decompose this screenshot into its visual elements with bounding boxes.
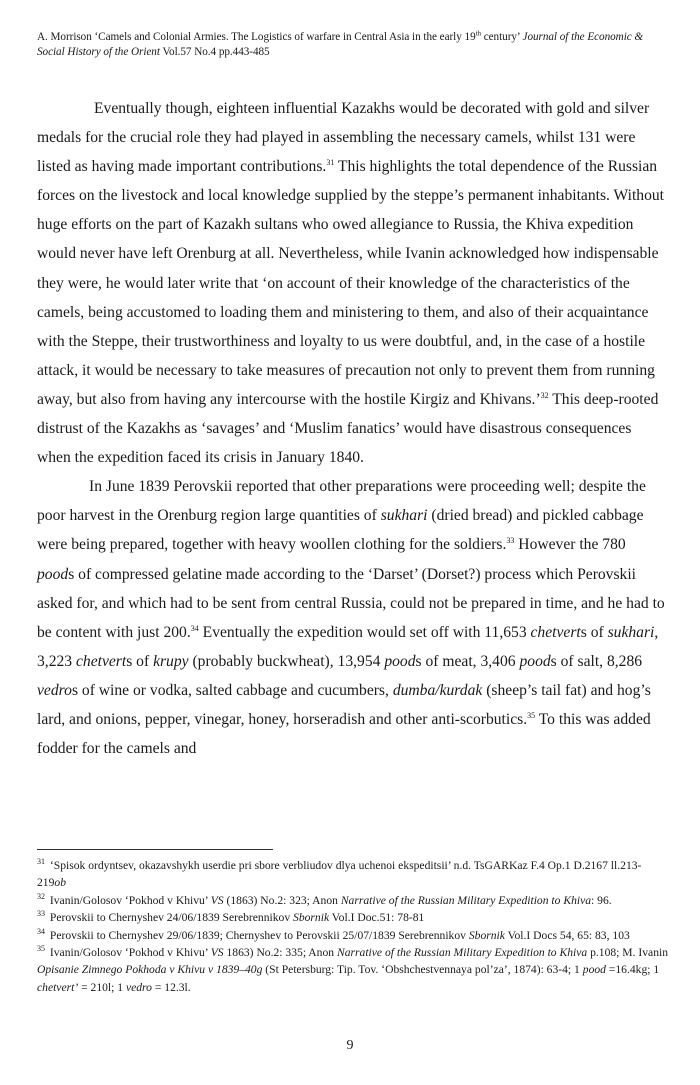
footnote-31: $^{31}$ ‘Spisok ordyntsev, okazavshykh userdie pri sbore verbliudov dlya uchenoi ekspeditsii’ n.d. TsGARKaz F.4 Op.1 D.2167 ll.213-219ob <box>37 857 642 890</box>
footnote-34: $^{34}$ Perovskii to Chernyshev 29/06/1839; Chernyshev to Perovskii 25/07/1839 Serebrennikov Sbornik Vol.I Docs 54, 65: 83, 103 <box>37 926 630 942</box>
footnote-ref-34[interactable]: 34 <box>190 623 199 633</box>
term-pood: pood <box>37 565 69 583</box>
header-superscript: th <box>475 29 481 38</box>
journal-volume: Vol.57 No.4 pp.443-485 <box>159 46 270 58</box>
footnote-ref-33[interactable]: 33 <box>506 536 515 546</box>
footnote-number: 34 <box>37 926 45 936</box>
footnote-number: 33 <box>37 909 45 919</box>
header-text-2: century’ <box>480 31 523 43</box>
term-sukhari: sukhari <box>380 507 428 525</box>
paragraph-1: Eventually though, eighteen influential Kazakhs would be decorated with gold and silver medals for the crucial role they had played in assembling the necessary camels, whilst 131 were listed as having made important contributions.$^{31}$ This highlights the total dependence of the Russian forces on the livestock and local knowledge supplied by the steppe’s permanent inhabitants. Without huge efforts on the part of Kazakh sultans who owed allegiance to Russia, the Khiva expedition would never have left Orenburg at all. Nevertheless, while Ivanin acknowledged how indispensable they were, he would later write that ‘on account of their knowledge of the characteristics of the camels, being accustomed to loading them and ministering to them, and also of their acquaintance with the Steppe, their trustworthiness and loyalty to us were doubtful, and, in the case of a hostile attack, it would be necessary to take measures of precaution not only to prevent them from running away, but also from having any intercourse with the hostile Kirgiz and Khivans.’$^{32}$ This deep-rooted distrust of the Kazakhs as ‘savages’ and ‘Muslim fanatics’ would have disastrous consequences when the expedition faced its crisis in January 1840. <box>37 100 665 467</box>
footnote-number: 32 <box>37 891 45 901</box>
footnote-ref-31[interactable]: 31 <box>326 158 335 167</box>
footnote-ref-32[interactable]: 32 <box>540 390 549 400</box>
footnote-separator <box>37 849 273 850</box>
paragraph-2: In June 1839 Perovskii reported that other preparations were proceeding well; despite the poor harvest in the Orenburg region large quantities of sukhari (dried bread) and pickled cabbage were being prepared, together with heavy woollen clothing for the soldiers.$^{33}$ However the 780 poods of compressed gelatine made according to the ‘Darset’ (Dorset?) process which Perovskii asked for, and which had to be sent from central Russia, could not be prepared in time, and he had to be content with just 200.34 Eventually the expedition would set off with 11,653 chetverts of sukhari, 3,223 chetverts of krupy (probably buckwheat), 13,954 poods of meat, 3,406 poods of salt, 8,286 vedros of wine or vodka, salted cabbage and cucumbers, dumba/kurdak (sheep’s tail fat) and hog’s lard, and onions, pepper, vinegar, honey, horseradish and other anti-scorbutics.$^{35}$ To this was added fodder for the camels and <box>37 478 665 758</box>
term-dumba-kurdak: dumba/kurdak <box>392 681 483 699</box>
term-krupy: krupy <box>153 652 189 670</box>
page-number: 9 <box>346 1038 354 1053</box>
term-pood: pood <box>519 652 551 670</box>
footnote-number: 31 <box>37 857 45 867</box>
term-pood: pood <box>384 652 416 670</box>
term-chetvert: chetvert <box>75 652 127 670</box>
journal-title: Journal of the Economic & Social History of the Orient <box>37 31 644 58</box>
term-sukhari: sukhari <box>607 623 655 641</box>
body-text <box>37 94 665 763</box>
term-vedro: vedro <box>37 681 72 699</box>
footnote-number: 35 <box>37 944 45 954</box>
running-header <box>37 30 667 60</box>
footnotes <box>37 857 669 996</box>
footnote-35: $^{35}$ Ivanin/Golosov ‘Pokhod v Khivu’ VS 1863) No.2: 335; Anon Narrative of the Russian Military Expedition to Khiva p.108; M. Ivanin Opisanie Zimnego Pokhoda v Khivu v 1839–40g (St Petersburg: Tip. Tov. ‘Obshchestvennaya pol’za’, 1874): 63-4; 1 pood =16.4kg; 1 chetvert’ = 210l; 1 vedro = 12.3l. <box>37 944 669 994</box>
footnote-ref-35[interactable]: 35 <box>527 710 536 720</box>
footnote-32: $^{32}$ Ivanin/Golosov ‘Pokhod v Khivu’ VS (1863) No.2: 323; Anon Narrative of the Russian Military Expedition to Khiva: 96. <box>37 891 612 907</box>
footnote-33: $^{33}$ Perovskii to Chernyshev 24/06/1839 Serebrennikov Sbornik Vol.I Doc.51: 78-81 <box>37 909 425 925</box>
header-text: A. Morrison ‘Camels and Colonial Armies. The Logistics of warfare in Central Asia in the early 19 <box>37 31 476 43</box>
term-chetvert: chetvert <box>530 623 581 641</box>
